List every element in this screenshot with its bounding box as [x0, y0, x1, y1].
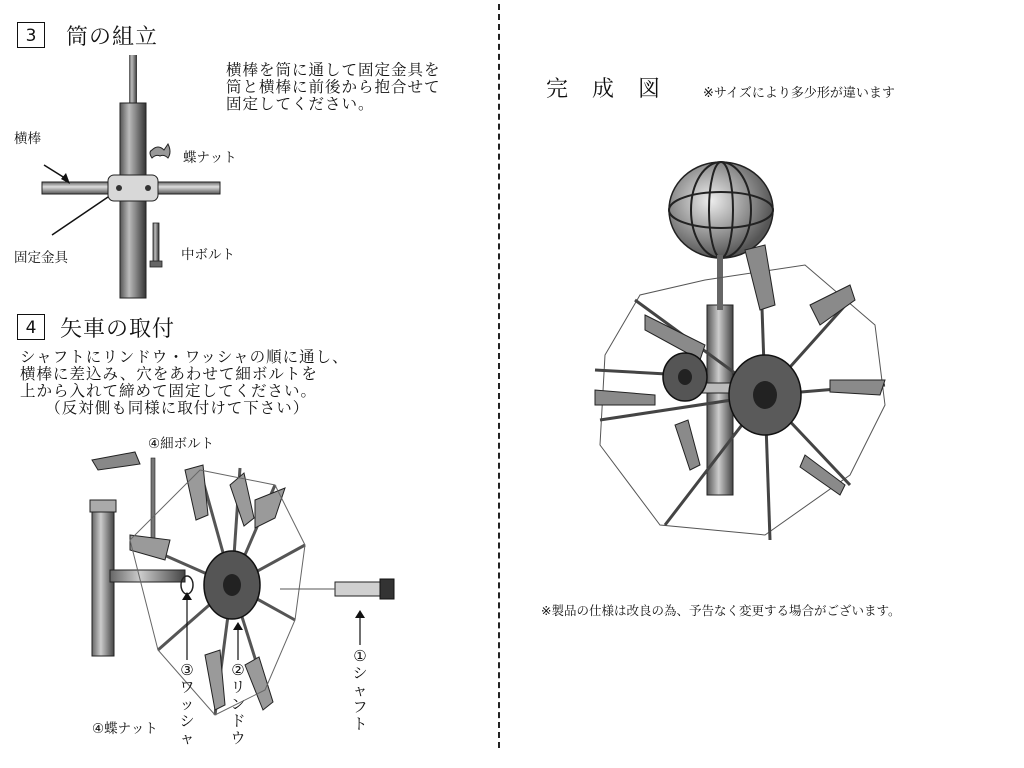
fixing-bracket-label: 固定金具 [14, 250, 68, 266]
step3-instruction: 横棒を筒に通して固定金具を 筒と横棒に前後から抱合せて 固定してください。 [226, 61, 441, 113]
step3-tube-assembly-illustration [30, 55, 280, 305]
step4-number: 4 [25, 318, 37, 338]
step4-instruction: シャフトにリンドウ・ワッシャの順に通し、 横棒に差込み、穴をあわせて細ボルトを 上から入れて締めて固定してください。 （反対側も同様に取付けて下さい） [20, 348, 349, 417]
rindou-label: ②リンドウ [230, 661, 246, 747]
completed-title: 完 成 図 [546, 77, 662, 102]
shaft-label: ①シャフト [352, 647, 368, 733]
step3-number: 3 [25, 26, 37, 46]
wing-nut-label-step3: 蝶ナット [183, 150, 237, 166]
page-divider [498, 4, 500, 748]
completed-windmill-illustration [585, 155, 905, 555]
size-note: ※サイズにより多少形が違います [703, 86, 895, 101]
step4-title: 矢車の取付 [60, 317, 176, 342]
step4-number-box [17, 314, 45, 340]
thin-bolt-label: ④細ボルト [148, 436, 215, 452]
crossbar-label: 横棒 [14, 131, 41, 147]
step3-number-box [17, 22, 45, 48]
step4-arrow-wheel-illustration [80, 440, 500, 750]
step3-title: 筒の組立 [66, 25, 159, 50]
medium-bolt-label: 中ボルト [181, 247, 235, 263]
wing-nut-label-step4: ④蝶ナット [92, 721, 158, 737]
washer-label: ③ワッシャ [179, 661, 195, 747]
specification-footnote: ※製品の仕様は改良の為、予告なく変更する場合がございます。 [541, 603, 901, 618]
